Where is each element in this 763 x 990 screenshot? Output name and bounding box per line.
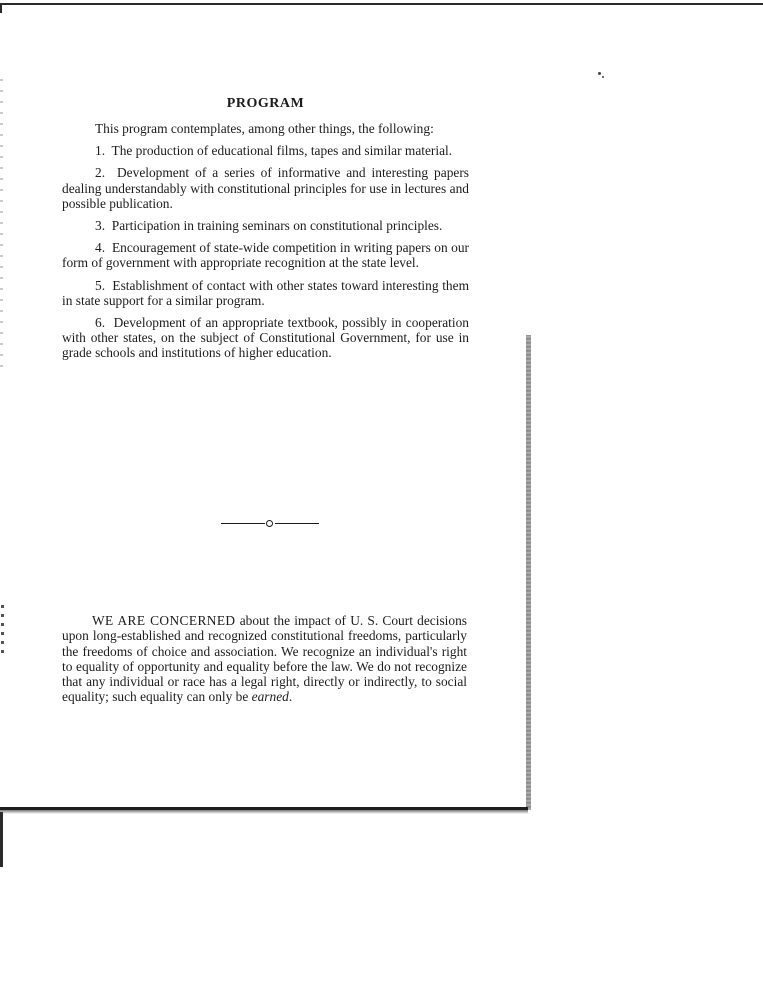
- scan-top-edge: [0, 3, 763, 5]
- list-item: [62, 165, 469, 211]
- page-bottom-shadow: [0, 810, 528, 814]
- document-body: [62, 96, 469, 368]
- page-left-curl: [0, 812, 3, 867]
- concern-emphasis: earned: [251, 689, 289, 705]
- intro-paragraph: This program contemplates, among other things, the following:: [95, 121, 434, 136]
- page-right-edge: [526, 335, 531, 810]
- item-number: 3.: [95, 218, 106, 234]
- item-number: 2.: [95, 165, 106, 181]
- scan-top-corner: [0, 3, 2, 13]
- item-text: Development of an appropriate textbook, possibly in cooperation with other states, on the subject of Constitutional Government, for use in grade schools and institutions of higher education.: [62, 315, 469, 361]
- item-text: Participation in training seminars on constitutional principles.: [111, 218, 443, 234]
- ornamental-divider: [221, 518, 319, 528]
- item-number: 5.: [95, 277, 106, 293]
- item-text: Development of a series of informative and interesting papers dealing understandably with constitutional principles for use in lectures and possible publication.: [62, 165, 469, 211]
- item-number: 1.: [95, 143, 106, 159]
- item-number: 6.: [95, 315, 106, 331]
- item-text: Establishment of contact with other states toward interesting them in state support for a similar program.: [62, 277, 469, 308]
- concern-ending: .: [288, 689, 293, 705]
- divider-ring: [266, 520, 273, 527]
- page-title: PROGRAM: [226, 96, 305, 111]
- item-number: 4.: [95, 240, 106, 256]
- list-item: [62, 278, 469, 308]
- left-margin-specks: [0, 70, 3, 370]
- concern-lead: WE ARE CONCERNED: [92, 613, 236, 628]
- list-item: [62, 218, 469, 233]
- list-item: [62, 240, 469, 270]
- item-text: Encouragement of state-wide competition in writing papers on our form of government with appropriate recognition at the state level.: [62, 240, 469, 271]
- list-item: [62, 315, 469, 361]
- concern-body: about the impact of U. S. Court decisions upon long-established and recognized constitutional freedoms, particularly the freedoms of choice and association. We recognize an individual's right to equality of opportunity and equality before the law. We do not recognize that any individual or race has a legal right, directly or indirectly, to social equality; such equality can only be: [62, 613, 467, 705]
- concern-paragraph: [62, 613, 467, 705]
- concern-statement: [62, 613, 467, 705]
- item-text: The production of educational films, tapes and similar material.: [111, 143, 453, 159]
- scan-speck: [602, 76, 604, 78]
- left-margin-mark: [1, 605, 4, 653]
- scan-speck: [598, 72, 601, 75]
- divider-line-left: [221, 523, 265, 524]
- divider-line-right: [275, 523, 319, 524]
- list-item: [62, 143, 469, 158]
